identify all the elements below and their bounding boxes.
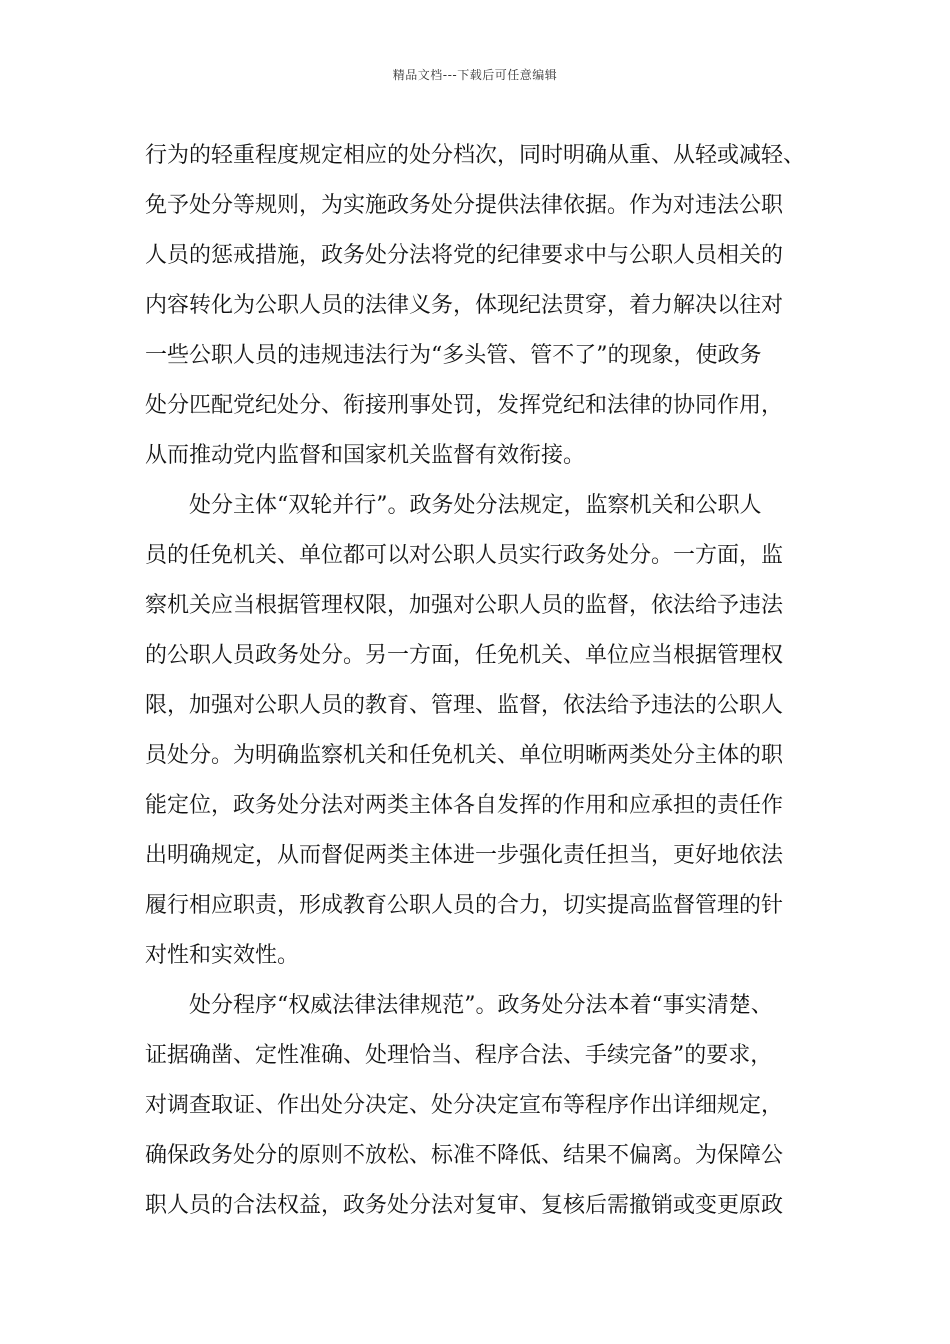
text-line: 行为的轻重程度规定相应的处分档次，同时明确从重、从轻或减轻、 xyxy=(145,143,806,168)
text-line: 证据确凿、定性准确、处理恰当、程序合法、手续完备”的要求， xyxy=(145,1043,773,1068)
text-line: 对调查取证、作出处分决定、处分决定宣布等程序作出详细规定， xyxy=(145,1093,784,1118)
text-line: 处分匹配党纪处分、衔接刑事处罚，发挥党纪和法律的协同作用， xyxy=(145,393,784,418)
text-line: 从而推动党内监督和国家机关监督有效衔接。 xyxy=(145,443,586,468)
text-line: 限，加强对公职人员的教育、管理、监督，依法给予违法的公职人 xyxy=(145,693,784,718)
text-line: 对性和实效性。 xyxy=(145,943,300,968)
text-line: 员处分。为明确监察机关和任免机关、单位明晰两类处分主体的职 xyxy=(145,743,784,768)
document-body xyxy=(145,131,825,1231)
text-line: 的公职人员政务处分。另一方面，任免机关、单位应当根据管理权 xyxy=(145,643,784,668)
paragraph-first-line: 处分主体“双轮并行”。政务处分法规定，监察机关和公职人 xyxy=(189,493,762,518)
text-line: 免予处分等规则，为实施政务处分提供法律依据。作为对违法公职 xyxy=(145,193,784,218)
text-line: 内容转化为公职人员的法律义务，体现纪法贯穿，着力解决以往对 xyxy=(145,293,784,318)
page-header: 精品文档---下载后可任意编辑 xyxy=(392,68,558,82)
text-line: 一些公职人员的违规违法行为“多头管、管不了”的现象，使政务 xyxy=(145,343,762,368)
text-line: 履行相应职责，形成教育公职人员的合力，切实提高监督管理的针 xyxy=(145,893,784,918)
paragraph-first-line: 处分程序“权威法律法律规范”。政务处分法本着“事实清楚、 xyxy=(189,993,773,1018)
text-line: 出明确规定，从而督促两类主体进一步强化责任担当，更好地依法 xyxy=(145,843,784,868)
text-line: 员的任免机关、单位都可以对公职人员实行政务处分。一方面，监 xyxy=(145,543,784,568)
text-line: 确保政务处分的原则不放松、标准不降低、结果不偏离。为保障公 xyxy=(145,1143,784,1168)
text-line: 职人员的合法权益，政务处分法对复审、复核后需撤销或变更原政 xyxy=(145,1193,784,1218)
text-line: 能定位，政务处分法对两类主体各自发挥的作用和应承担的责任作 xyxy=(145,793,784,818)
text-line: 人员的惩戒措施，政务处分法将党的纪律要求中与公职人员相关的 xyxy=(145,243,784,268)
text-line: 察机关应当根据管理权限，加强对公职人员的监督，依法给予违法 xyxy=(145,593,784,618)
